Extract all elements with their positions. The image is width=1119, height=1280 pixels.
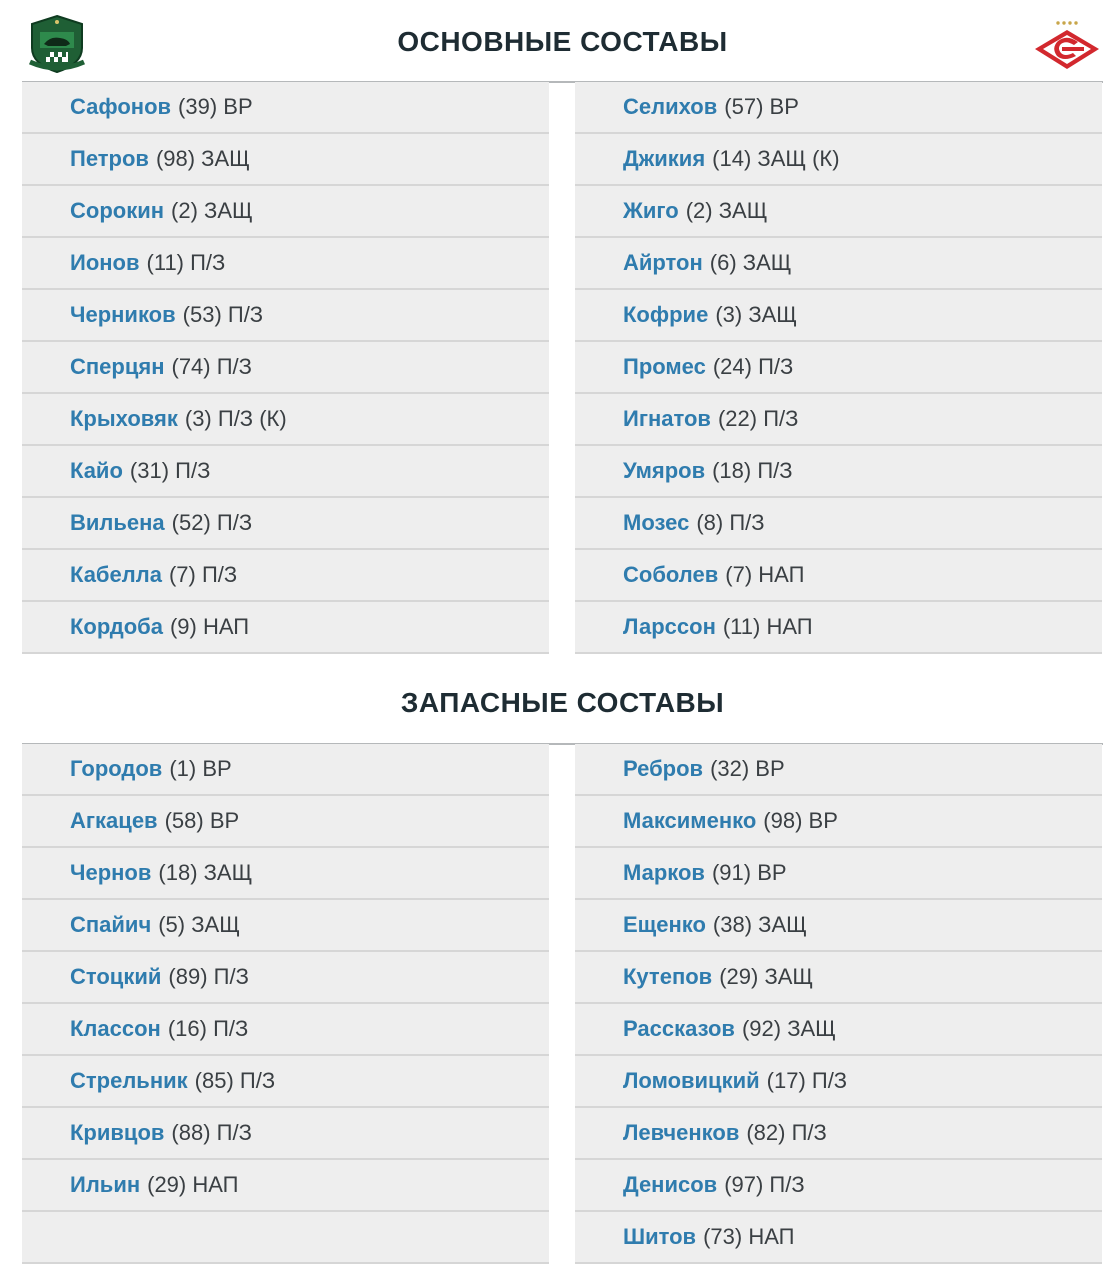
- player-name[interactable]: Агкацев: [70, 808, 158, 833]
- home-substitute-player-row: [22, 900, 549, 952]
- player-name[interactable]: Кайо: [70, 458, 123, 483]
- player-number-position: (74) П/З: [171, 354, 252, 379]
- player-number-position: (7) П/З: [168, 562, 238, 587]
- player-name[interactable]: Кофрие: [623, 302, 709, 327]
- player-number-position: (89) П/З: [168, 964, 249, 989]
- away-substitute-player-row: [575, 952, 1102, 1004]
- player-number-position: (53) П/З: [182, 302, 264, 327]
- substitutes-header: [22, 660, 1103, 745]
- player-name[interactable]: Денисов: [623, 1172, 718, 1197]
- away-starting-player-row: [575, 238, 1102, 290]
- player-number-position: (2) ЗАЩ: [685, 198, 768, 223]
- player-name[interactable]: Селихов: [623, 94, 718, 119]
- away-starting-player-row: [575, 498, 1102, 550]
- away-starting-list: [575, 82, 1102, 654]
- home-substitutes-list: [22, 744, 549, 1264]
- player-number-position: (18) П/З: [712, 458, 793, 483]
- home-starting-list: [22, 82, 549, 654]
- player-number-position: (14) ЗАЩ (К): [712, 146, 840, 171]
- player-number-position: (39) ВР: [178, 94, 253, 119]
- player-name[interactable]: Чернов: [70, 860, 152, 885]
- home-substitute-player-row: [22, 744, 549, 796]
- player-number-position: (29) ЗАЩ: [719, 964, 814, 989]
- player-name[interactable]: Марков: [623, 860, 705, 885]
- player-name[interactable]: Соболев: [623, 562, 719, 587]
- away-starting-player-row: [575, 134, 1102, 186]
- player-number-position: (97) П/З: [724, 1172, 805, 1197]
- player-number-position: (29) НАП: [147, 1172, 239, 1197]
- home-starting-player-row: [22, 82, 549, 134]
- player-name[interactable]: Сорокин: [70, 198, 165, 223]
- player-number-position: (32) ВР: [710, 756, 785, 781]
- substitutes-title: ЗАПАСНЫЕ СОСТАВЫ: [400, 687, 725, 718]
- player-name[interactable]: Мозес: [623, 510, 690, 535]
- player-name[interactable]: Кривцов: [70, 1120, 165, 1145]
- away-substitute-player-row: [575, 744, 1102, 796]
- away-substitute-player-row: [575, 1004, 1102, 1056]
- home-starting-player-row: [22, 290, 549, 342]
- player-name[interactable]: Максименко: [623, 808, 757, 833]
- player-number-position: (16) П/З: [167, 1016, 249, 1041]
- player-name[interactable]: Левченков: [623, 1120, 740, 1145]
- away-substitute-player-row: [575, 1108, 1102, 1160]
- player-name[interactable]: Черников: [70, 302, 176, 327]
- player-number-position: (3) ЗАЩ: [715, 302, 797, 327]
- player-name[interactable]: Кабелла: [70, 562, 162, 587]
- player-name[interactable]: Классон: [70, 1016, 161, 1041]
- player-name[interactable]: Кутепов: [623, 964, 713, 989]
- player-number-position: (1) ВР: [169, 756, 232, 781]
- player-name[interactable]: Сперцян: [70, 354, 165, 379]
- player-number-position: (91) ВР: [711, 860, 787, 885]
- player-number-position: (6) ЗАЩ: [709, 250, 792, 275]
- player-name[interactable]: Ещенко: [623, 912, 706, 937]
- player-number-position: (7) НАП: [725, 562, 805, 587]
- player-number-position: (5) ЗАЩ: [158, 912, 240, 937]
- player-name[interactable]: Крыховяк: [70, 406, 178, 431]
- player-name[interactable]: Жиго: [623, 198, 679, 223]
- player-number-position: (52) П/З: [171, 510, 253, 535]
- home-starting-player-row: [22, 394, 549, 446]
- home-substitute-player-row: [22, 848, 549, 900]
- away-starting-player-row: [575, 550, 1102, 602]
- home-starting-player-row: [22, 238, 549, 290]
- player-name[interactable]: Спайич: [70, 912, 152, 937]
- away-starting-player-row: [575, 290, 1102, 342]
- home-substitute-player-row: [22, 796, 549, 848]
- player-number-position: (92) ЗАЩ: [741, 1016, 836, 1041]
- player-name[interactable]: Ионов: [70, 250, 140, 275]
- away-starting-player-row: [575, 186, 1102, 238]
- home-starting-player-row: [22, 342, 549, 394]
- player-name[interactable]: Стоцкий: [70, 964, 162, 989]
- away-starting-player-row: [575, 602, 1102, 654]
- player-number-position: (98) ВР: [763, 808, 838, 833]
- player-number-position: (17) П/З: [766, 1068, 848, 1093]
- away-substitute-player-row: [575, 848, 1102, 900]
- starting-lineups-header: [22, 0, 1103, 83]
- player-name[interactable]: Кордоба: [70, 614, 163, 639]
- away-substitute-player-row: [575, 796, 1102, 848]
- player-number-position: (18) ЗАЩ: [158, 860, 253, 885]
- player-name[interactable]: Рассказов: [623, 1016, 735, 1041]
- away-substitute-player-row: [575, 900, 1102, 952]
- player-number-position: (3) П/З (К): [184, 406, 287, 431]
- home-starting-player-row: [22, 498, 549, 550]
- player-name[interactable]: Джикия: [623, 146, 706, 171]
- player-number-position: (58) ВР: [164, 808, 240, 833]
- player-number-position: (73) НАП: [703, 1224, 795, 1249]
- away-substitute-player-row: [575, 1212, 1102, 1264]
- starting-lineups-title: ОСНОВНЫЕ СОСТАВЫ: [397, 26, 728, 57]
- player-name[interactable]: Вильена: [70, 510, 165, 535]
- player-name[interactable]: Сафонов: [70, 94, 172, 119]
- home-substitute-player-row: [22, 1004, 549, 1056]
- home-starting-player-row: [22, 134, 549, 186]
- away-substitute-player-row: [575, 1160, 1102, 1212]
- player-number-position: (57) ВР: [724, 94, 799, 119]
- player-number-position: (88) П/З: [171, 1120, 252, 1145]
- player-name[interactable]: Петров: [70, 146, 149, 171]
- away-substitute-player-row: [575, 1056, 1102, 1108]
- player-name[interactable]: Промес: [623, 354, 706, 379]
- away-starting-player-row: [575, 446, 1102, 498]
- home-substitute-player-row: [22, 952, 549, 1004]
- player-number-position: (8) П/З: [696, 510, 765, 535]
- player-number-position: (24) П/З: [712, 354, 794, 379]
- player-number-position: (11) П/З: [146, 250, 226, 275]
- home-substitute-player-row: [22, 1108, 549, 1160]
- player-number-position: (85) П/З: [194, 1068, 276, 1093]
- away-starting-player-row: [575, 394, 1102, 446]
- player-number-position: (11) НАП: [722, 614, 813, 639]
- away-starting-player-row: [575, 82, 1102, 134]
- player-name[interactable]: Шитов: [623, 1224, 697, 1249]
- player-name[interactable]: Ребров: [623, 756, 704, 781]
- player-name[interactable]: Городов: [70, 756, 163, 781]
- player-number-position: (9) НАП: [169, 614, 250, 639]
- player-number-position: (22) П/З: [717, 406, 799, 431]
- home-starting-player-row: [22, 446, 549, 498]
- player-name[interactable]: Игнатов: [623, 406, 711, 431]
- home-substitute-player-row: [22, 1056, 549, 1108]
- player-number-position: (2) ЗАЩ: [171, 198, 253, 223]
- player-name[interactable]: Айртон: [623, 250, 703, 275]
- player-name[interactable]: Ларссон: [623, 614, 716, 639]
- player-name[interactable]: Умяров: [623, 458, 706, 483]
- player-name[interactable]: Стрельник: [70, 1068, 188, 1093]
- player-number-position: (82) П/З: [746, 1120, 827, 1145]
- away-starting-player-row: [575, 342, 1102, 394]
- home-starting-player-row: [22, 186, 549, 238]
- player-number-position: (38) ЗАЩ: [712, 912, 807, 937]
- home-starting-player-row: [22, 550, 549, 602]
- home-substitute-player-row: [22, 1160, 549, 1212]
- home-substitute-empty-row: [22, 1212, 549, 1264]
- away-substitutes-list: [575, 744, 1102, 1264]
- home-starting-player-row: [22, 602, 549, 654]
- player-number-position: (31) П/З: [129, 458, 211, 483]
- player-number-position: (98) ЗАЩ: [155, 146, 250, 171]
- player-name[interactable]: Ломовицкий: [623, 1068, 760, 1093]
- player-name[interactable]: Ильин: [70, 1172, 141, 1197]
